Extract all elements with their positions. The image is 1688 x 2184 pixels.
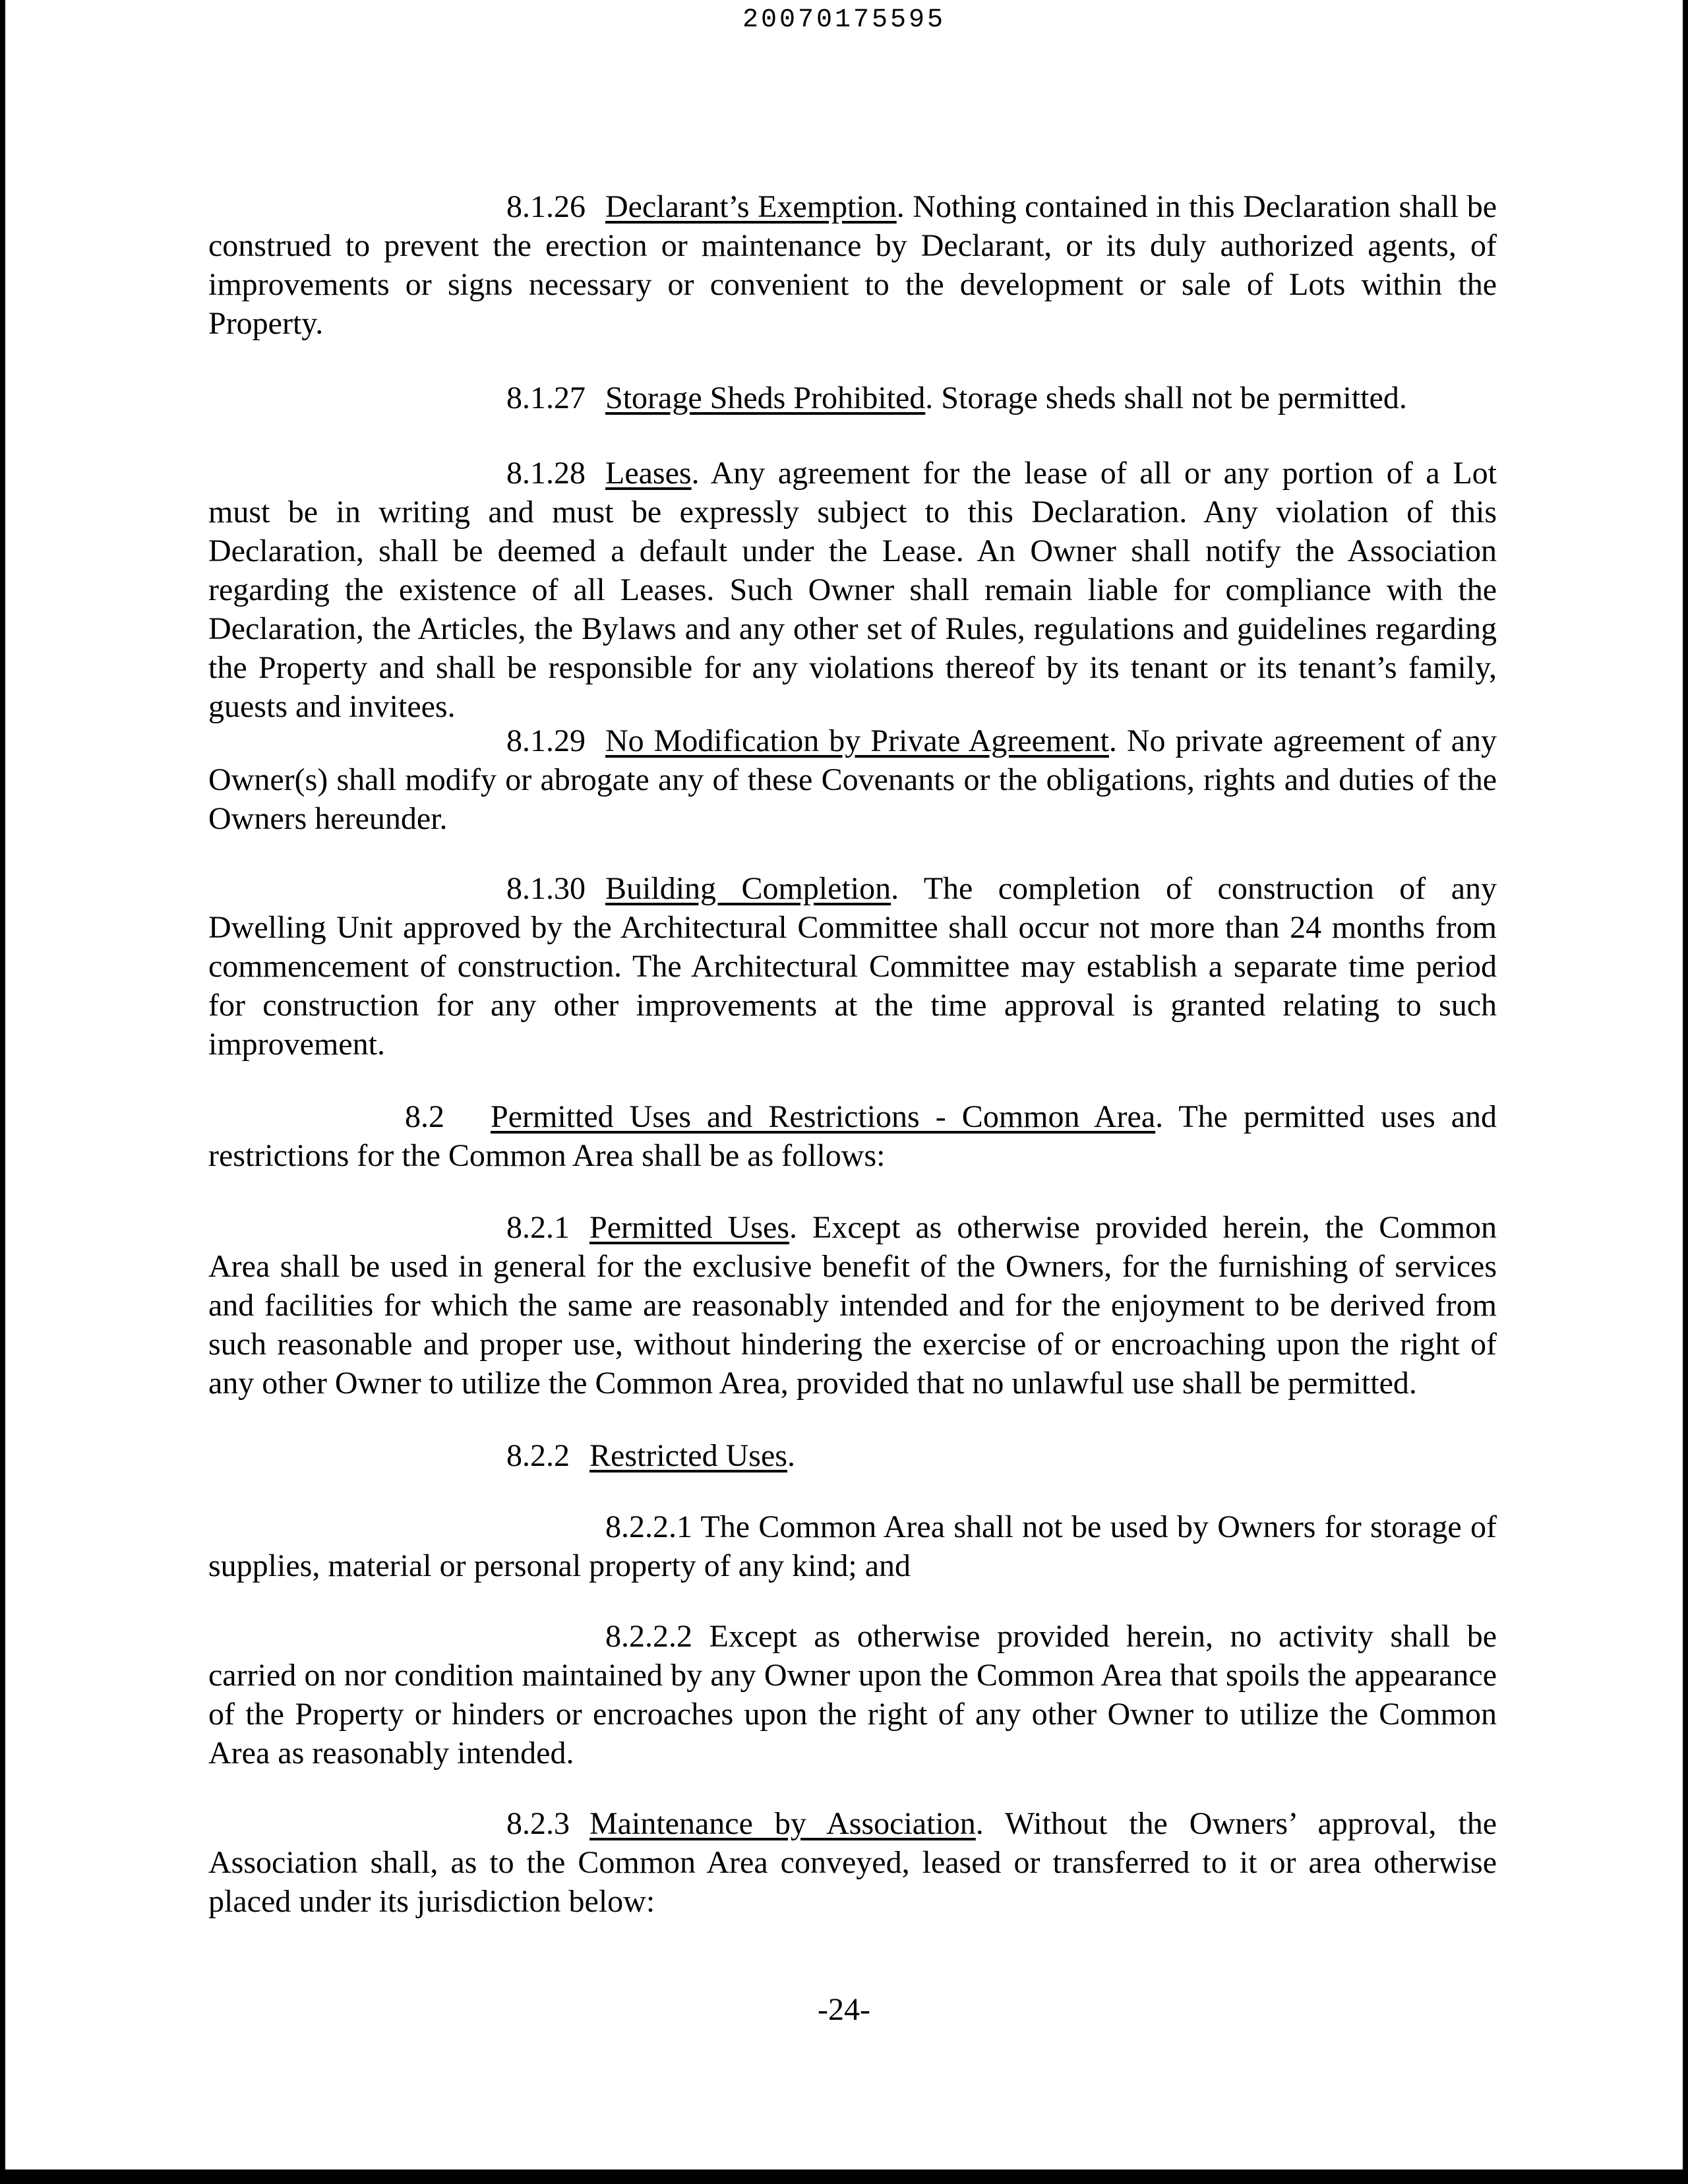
section-heading: Building Completion xyxy=(605,871,891,906)
section-number: 8.2.1 xyxy=(506,1210,570,1245)
section-number: 8.2.3 xyxy=(506,1806,570,1841)
section-text: The Common Area shall not be used by Owners for storage of supplies, material or personal property of any kind; and xyxy=(208,1509,1497,1583)
section-8-1-30 xyxy=(208,869,1497,1064)
section-text: . No private agreement of any Owner(s) shall modify or abrogate any of these Covenants or the obligations, rights and duties of the Owners hereunder. xyxy=(208,723,1497,836)
section-number: 8.1.29 xyxy=(506,723,586,758)
scan-border-left xyxy=(0,0,5,2176)
section-heading: Permitted Uses xyxy=(589,1210,789,1245)
section-number: 8.2.2.2 xyxy=(605,1619,692,1654)
section-text: . Any agreement for the lease of all or any portion of a Lot must be in writing and must be expressly subject to this Declaration. Any violation of this Declaration, shall be deemed a default under the Lease. An Owner shall notify the Association regarding the existence of all Leases. Such Owner shall remain liable for compliance with the Declaration, the Articles, the Bylaws and any other set of Rules, regulations and guidelines regarding the Property and shall be responsible for any violations thereof by its tenant or its tenant’s family, guests and invitees. xyxy=(208,456,1497,724)
section-text: . Storage sheds shall not be permitted. xyxy=(925,380,1407,415)
scan-border-right xyxy=(1683,0,1688,2176)
section-number: 8.1.27 xyxy=(506,380,586,415)
page-number: -24- xyxy=(818,1992,870,2027)
section-heading: Maintenance by Association xyxy=(589,1806,976,1841)
section-8-1-27 xyxy=(208,379,1497,417)
scan-border-bottom xyxy=(0,2169,1688,2184)
section-8-1-29 xyxy=(208,721,1497,838)
section-8-2-1 xyxy=(208,1208,1497,1403)
section-text: . xyxy=(787,1438,795,1473)
section-text: Except as otherwise provided herein, no activity shall be carried on nor condition maintained by any Owner upon the Common Area that spoils the appearance of the Property or hinders or encroaches upon the right of any other Owner to utilize the Common Area as reasonably intended. xyxy=(208,1619,1497,1771)
section-text: . Without the Owners’ approval, the Association shall, as to the Common Area conveyed, leased or transferred to it or area otherwise placed under its jurisdiction below: xyxy=(208,1806,1497,1919)
section-text: . The completion of construction of any Dwelling Unit approved by the Architectural Committee shall occur not more than 24 months from commencement of construction. The Architectural Committee may establish a separate time period for construction for any other improvements at the time approval is granted relating to such improvement. xyxy=(208,871,1497,1062)
section-number: 8.1.30 xyxy=(506,871,586,906)
section-heading: Permitted Uses and Restrictions - Common Area xyxy=(491,1099,1156,1134)
section-8-1-26 xyxy=(208,187,1497,343)
section-8-2-2-1 xyxy=(208,1507,1497,1585)
section-number: 8.2 xyxy=(405,1099,444,1134)
section-8-2-2 xyxy=(208,1436,1497,1475)
section-text: . Nothing contained in this Declaration shall be construed to prevent the erection or maintenance by Declarant, or its duly authorized agents, of improvements or signs necessary or convenient to the development or sale of Lots within the Property. xyxy=(208,189,1497,341)
section-8-1-28 xyxy=(208,454,1497,726)
section-heading: No Modification by Private Agreement xyxy=(605,723,1109,758)
section-heading: Leases xyxy=(605,456,692,491)
section-8-2 xyxy=(208,1097,1497,1175)
section-8-2-3 xyxy=(208,1804,1497,1921)
section-text: . Except as otherwise provided herein, the Common Area shall be used in general for the exclusive benefit of the Owners, for the furnishing of services and facilities for which the same are reasonably intended and for the enjoyment to be derived from such reasonable and proper use, without hindering the exercise of or encroaching upon the right of any other Owner to utilize the Common Area, provided that no unlawful use shall be permitted. xyxy=(208,1210,1497,1401)
section-number: 8.1.26 xyxy=(506,189,586,224)
section-heading: Storage Sheds Prohibited xyxy=(605,380,926,415)
section-heading: Declarant’s Exemption xyxy=(605,189,897,224)
section-heading: Restricted Uses xyxy=(589,1438,787,1473)
section-8-2-2-2 xyxy=(208,1617,1497,1773)
section-number: 8.2.2.1 xyxy=(605,1509,692,1544)
section-number: 8.1.28 xyxy=(506,456,586,491)
section-text: . The permitted uses and restrictions for the Common Area shall be as follows: xyxy=(208,1099,1497,1173)
document-number: 20070175595 xyxy=(742,5,946,35)
section-number: 8.2.2 xyxy=(506,1438,570,1473)
